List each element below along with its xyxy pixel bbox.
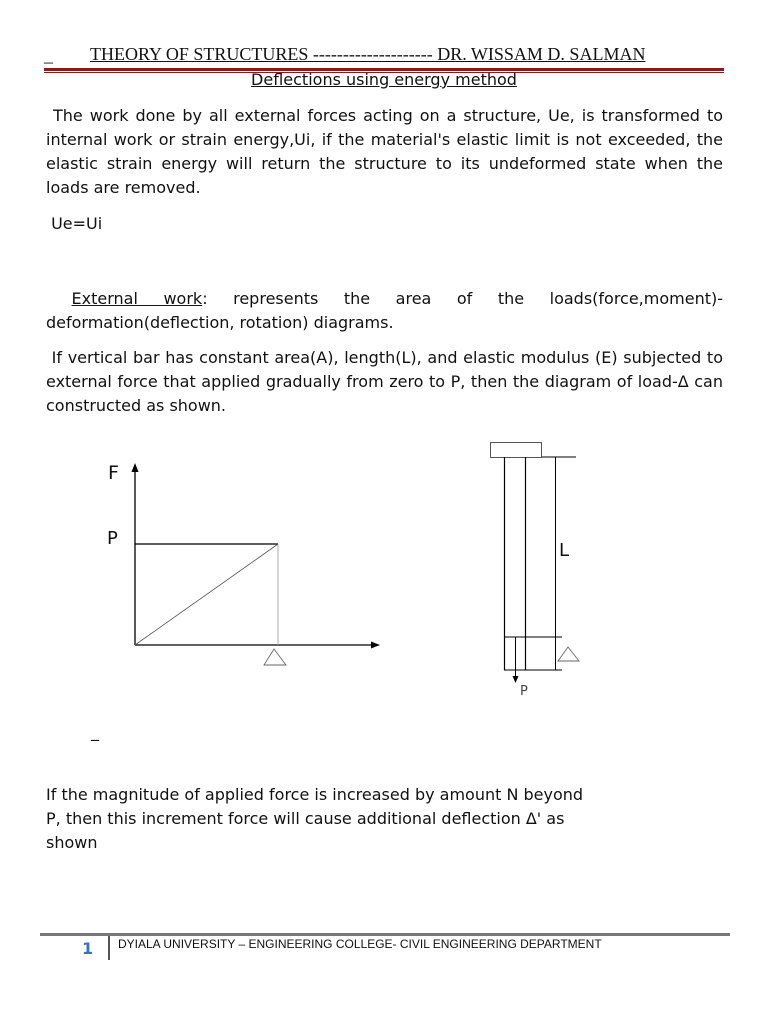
paragraph-text: The work done by all external forces acting on a structure, Ue, is transformed to internal work or strain energy,Ui, if the material's elastic limit is not exceeded, the elastic strain energy will return the structure to its undeformed state when the loads are removed. <box>46 106 724 197</box>
equation-ue-ui <box>46 212 723 236</box>
footer-divider <box>108 936 110 960</box>
load-arrow-head-icon <box>513 676 519 683</box>
y-axis-arrowhead <box>132 463 139 472</box>
graph-p-label: P <box>107 528 118 549</box>
footer-rule <box>40 933 730 936</box>
bar-diagram <box>480 435 590 700</box>
equation-text: Ue=Ui <box>51 214 103 233</box>
bar-load-label: P <box>520 684 528 699</box>
load-deflection-diagram <box>90 455 390 675</box>
paragraph-external-work <box>46 287 723 335</box>
section-title: Deflections using energy method <box>251 70 517 89</box>
page-number: 1 <box>82 939 94 958</box>
x-axis-arrowhead <box>371 642 380 649</box>
support-block <box>491 443 542 458</box>
page-header <box>44 42 684 70</box>
header-title: THEORY OF STRUCTURES -------------------- DR. WISSAM D. SALMAN <box>90 44 646 64</box>
paragraph-increment-force <box>46 783 586 855</box>
paragraph-vertical-bar <box>46 346 723 418</box>
load-path-line <box>135 544 278 645</box>
paragraph-text: If vertical bar has constant area(A), length(L), and elastic modulus (E) subjected to external force that applied gradually from zero to P, then the diagram of load-Δ can constructed as shown. <box>46 348 723 415</box>
external-work-definition: : represents the area of the loads(force,moment)-deformation(deflection, rotation) diagrams. <box>46 289 724 332</box>
delta-triangle-icon <box>264 649 286 665</box>
paragraph-work-energy <box>46 104 723 200</box>
header-dash: _ <box>44 45 53 65</box>
graph-y-label: F <box>108 462 119 484</box>
external-work-term: External work <box>71 289 203 308</box>
paragraph-text: If the magnitude of applied force is increased by amount N beyond P, then this increment force will cause additional deflection Δ' as shown <box>46 785 584 852</box>
footer-department: DYIALA UNIVERSITY – ENGINEERING COLLEGE- CIVIL ENGINEERING DEPARTMENT <box>118 937 602 951</box>
stray-dash: _ <box>91 722 99 741</box>
bar-length-label: L <box>559 540 570 561</box>
delta-triangle-icon <box>558 647 579 661</box>
